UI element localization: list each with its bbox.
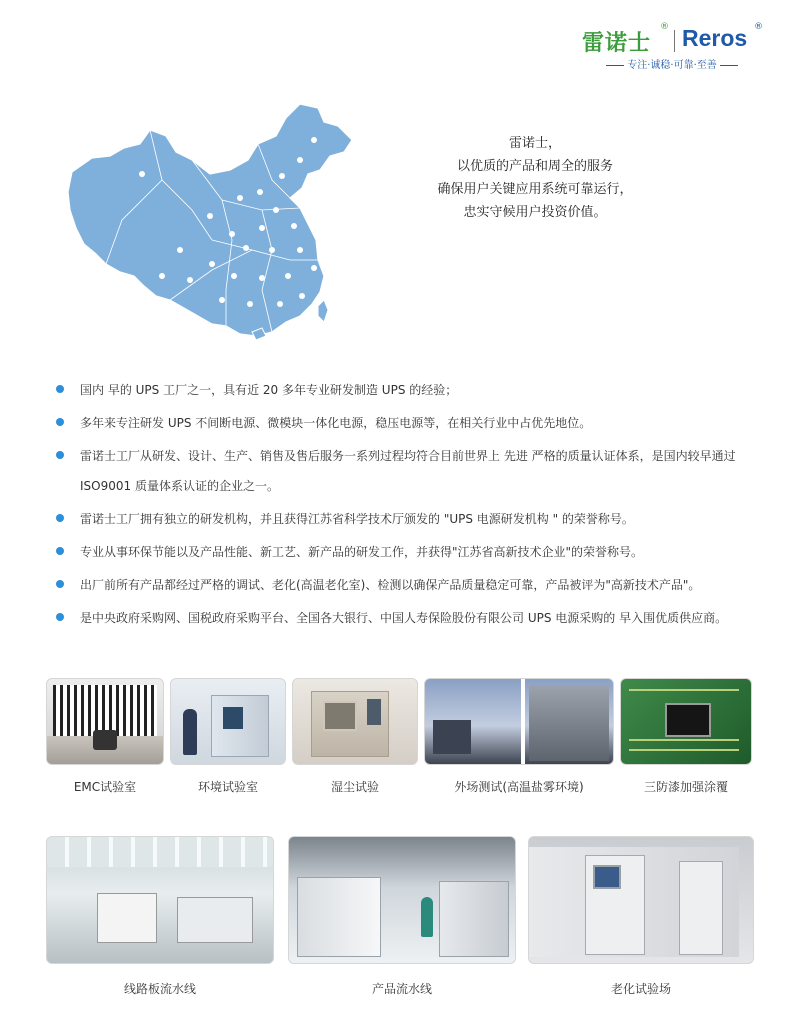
logo-slogan-text: 专注·诚稳·可靠·至善 [627, 60, 717, 71]
taiwan-island [318, 300, 328, 322]
bullet-dot-icon [56, 514, 64, 522]
logo-divider [674, 30, 675, 52]
photo-caption: 环境试验室 [197, 780, 258, 794]
photo-emc-lab [46, 678, 164, 765]
china-map-outline [68, 104, 352, 336]
list-item-text: 多年来专注研发 UPS 不间断电源、微模块一体化电源，稳压电源等，在相关行业中占优先地位。 [80, 416, 592, 430]
photo-caption: 外场测试(高温盐雾环境) [454, 780, 584, 794]
photo-field-test [424, 678, 614, 765]
bullet-dot-icon [56, 547, 64, 555]
logo-cn-name: 雷诺士 [582, 31, 652, 56]
list-item-text: 雷诺士工厂拥有独立的研发机构，并且获得江苏省科学技术厅颁发的 "UPS 电源研发机构 " 的荣誉称号。 [80, 512, 634, 526]
bullet-dot-icon [56, 580, 64, 588]
feature-list [56, 382, 766, 643]
tagline-line: 雷诺士， [508, 136, 561, 151]
bullet-dot-icon [56, 385, 64, 393]
list-item [56, 544, 766, 560]
photo-caption: 线路板流水线 [123, 982, 196, 996]
tagline-line: 以优质的产品和周全的服务 [456, 159, 613, 174]
list-item-text-continued: ISO9001 质量体系认证的企业之一。 [80, 479, 279, 493]
photo-aging-test-room [528, 836, 754, 964]
photo-product-assembly-line [288, 836, 516, 964]
photo-caption: 产品流水线 [371, 982, 432, 996]
brand-logo [582, 22, 762, 72]
photo-caption: EMC试验室 [73, 780, 137, 794]
list-item-text: 出厂前所有产品都经过严格的调试、老化(高温老化室)、检测以确保产品质量稳定可靠，产品被评为"高新技术产品"。 [80, 578, 701, 592]
logo-slogan [582, 56, 762, 71]
company-tagline [420, 132, 650, 224]
photo-conformal-coating [620, 678, 752, 765]
logo-en-name: Reros [682, 25, 748, 51]
bullet-dot-icon [56, 451, 64, 459]
photo-pcb-assembly-line [46, 836, 274, 964]
list-item-text: 是中央政府采购网、国税政府采购平台、全国各大银行、中国人寿保险股份有限公司 UPS 电源采购的 早入围优质供应商。 [80, 611, 728, 625]
tagline-line: 忠实守候用户投资价值。 [463, 205, 607, 220]
list-item [56, 577, 766, 593]
list-item [56, 610, 766, 626]
photo-caption: 老化试验场 [610, 982, 671, 996]
list-item [56, 511, 766, 527]
list-item [56, 382, 766, 398]
photo-caption: 湿尘试验 [330, 780, 379, 794]
list-item [56, 415, 766, 431]
list-item-text: 雷诺士工厂从研发、设计、生产、销售及售后服务一系列过程均符合目前世界上 先进 严格的质量认证体系，是国内较早通过 [80, 449, 736, 463]
photo-humidity-dust-test [292, 678, 418, 765]
china-map [62, 100, 362, 340]
list-item-text: 国内 早的 UPS 工厂之一，具有近 20 多年专业研发制造 UPS 的经验； [80, 383, 458, 397]
bullet-dot-icon [56, 613, 64, 621]
photo-environment-lab [170, 678, 286, 765]
logo-registered-mark-en: ® [754, 22, 763, 32]
tagline-line: 确保用户关键应用系统可靠运行， [437, 182, 633, 197]
list-item-text: 专业从事环保节能以及产品性能、新工艺、新产品的研发工作，并获得"江苏省高新技术企业"的荣誉称号。 [80, 545, 644, 559]
bullet-dot-icon [56, 418, 64, 426]
logo-registered-mark: ® [660, 22, 669, 32]
list-item [56, 448, 766, 494]
photo-caption: 三防漆加强涂覆 [643, 780, 728, 794]
